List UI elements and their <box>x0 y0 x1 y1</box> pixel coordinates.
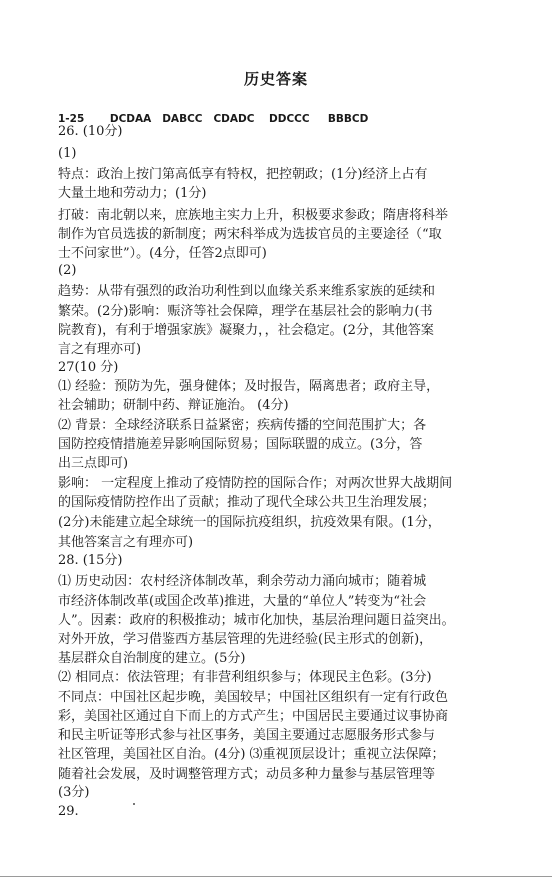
multiple-choice-answers: 1-25 DCDAA DABCC CDADC DDCCC BBBCD <box>58 113 369 125</box>
text-line: 繁荣。(2分)影响：赈济等社会保障，理学在基层社会的影响力(书 <box>58 304 433 319</box>
text-line: (2) <box>58 263 77 278</box>
text-line: 随着社会发展，及时调整管理方式；动员多种力量参与基层管理等 <box>58 767 436 782</box>
text-line: ⑴ 经验：预防为先，强身健体；及时报告，隔离患者；政府主导， <box>58 379 440 394</box>
text-line: 出三点即可) <box>58 456 129 471</box>
text-line: 不同点：中国社区起步晚，美国较早；中国社区组织有一定有行政色 <box>58 690 449 705</box>
text-line: ⑴ 历史动因：农村经济体制改革，剩余劳动力涌向城市；随着城 <box>58 574 427 589</box>
bottom-divider <box>0 876 552 877</box>
text-line: 27(10 分) <box>58 360 119 375</box>
text-line: 社会辅助；研制中药、辩证施治。 (4分) <box>58 398 289 413</box>
text-line: 士不问家世”）。(4分，任答2点即可) <box>58 246 267 261</box>
speck-mark <box>133 803 135 805</box>
text-line: 院教育)，有利于增强家族》凝聚力，，社会稳定。(2分，其他答案 <box>58 323 434 338</box>
text-line: 人”。因素：政府的积极推动；城市化加快，基层治理问题日益突出。 <box>58 613 455 628</box>
text-line: 大量土地和劳动力；(1分) <box>58 186 207 201</box>
text-line: 其他答案言之有理亦可) <box>58 535 194 550</box>
text-line: 基层群众自治制度的建立。(5分) <box>58 651 246 666</box>
text-line: 29. <box>58 804 79 819</box>
text-line: 彩，美国社区通过自下而上的方式产生；中国居民主要通过议事协商 <box>58 709 449 724</box>
text-line: (2分)未能建立起全球统一的国际抗疫组织，抗疫效果有限。(1分， <box>58 515 441 530</box>
text-line: (1) <box>58 146 77 161</box>
text-line: 对外开放，学习借鉴西方基层管理的先进经验(民主形式的创新)， <box>58 632 433 647</box>
text-line: (3分) <box>58 785 90 800</box>
text-line: ⑵ 背景：全球经济联系日益紧密；疾病传播的空间范围扩大；各 <box>58 418 427 433</box>
text-line: 趋势：从带有强烈的政治功利性到以血缘关系来维系家族的延续和 <box>58 284 436 299</box>
text-line: ⑵ 相同点：依法管理；有非营利组织参与；体现民主色彩。(3分) <box>58 670 432 685</box>
text-line: 制作为官员选拔的新制度；两宋科举成为选拔官员的主要途径（“取 <box>58 227 442 242</box>
text-line: 影响： 一定程度上推动了疫情防控的国际合作；对两次世界大战期间 <box>58 476 453 491</box>
text-line: 和民主听证等形式参与社区事务，美国主要通过志愿服务形式参与 <box>58 728 436 743</box>
page-title: 历史答案 <box>243 70 308 88</box>
text-line: 社区管理，美国社区自治。(4分) ⑶重视顶层设计；重视立法保障； <box>58 747 445 762</box>
text-line: 26. (10分) <box>58 124 123 139</box>
text-line: 特点：政治上按门第高低享有特权，把控朝政；(1分)经济上占有 <box>58 167 428 182</box>
text-line: 市经济体制改革(或国企改革)推进，大量的“单位人”转变为“社会 <box>58 594 427 609</box>
text-line: 打破：南北朝以来，庶族地主实力上升，积极要求参政；隋唐将科举 <box>58 208 449 223</box>
text-line: 言之有理亦可) <box>58 342 142 357</box>
text-line: 国防控疫情措施差异影响国际贸易；国际联盟的成立。(3分，答 <box>58 437 423 452</box>
text-line: 的国际疫情防控作出了贡献；推动了现代全球公共卫生治理发展； <box>58 495 436 510</box>
text-line: 28. (15分) <box>58 553 123 568</box>
